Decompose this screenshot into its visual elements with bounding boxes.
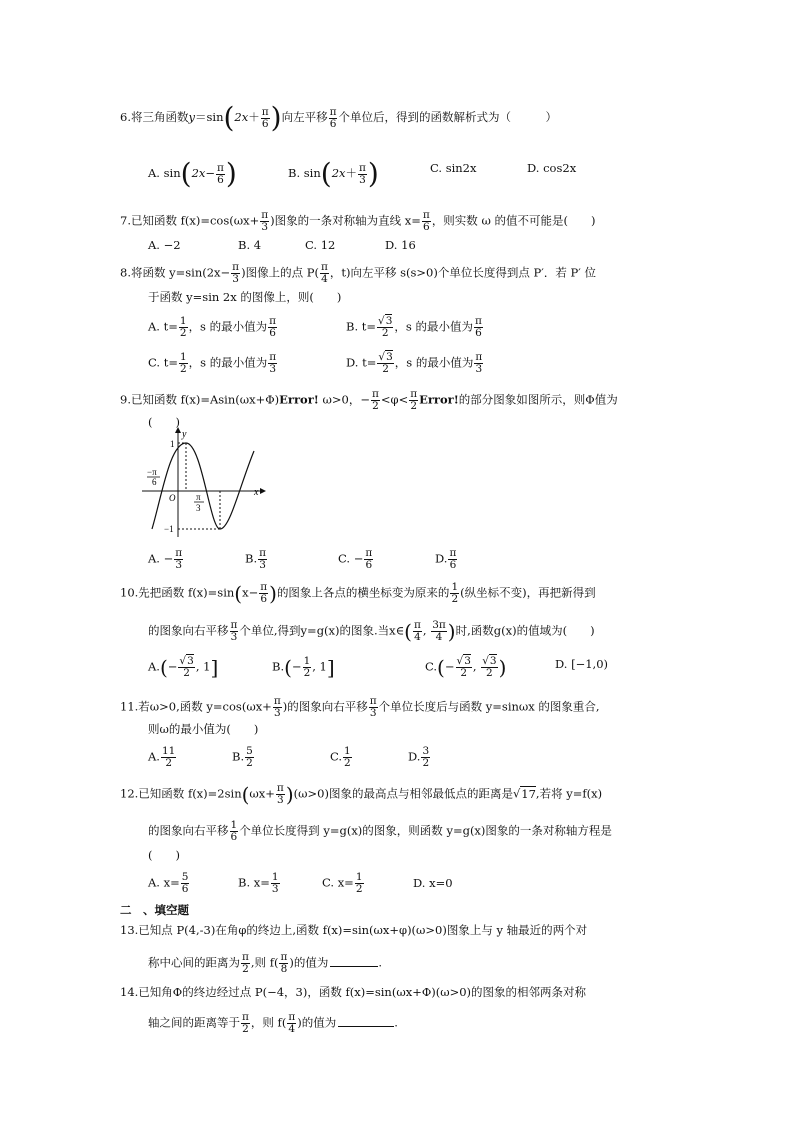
- q11-option-b: B. $\frac{5}{2}$: [232, 745, 253, 769]
- q12-option-d: D. x=0: [413, 876, 453, 890]
- q10-option-d: D. [−1,0): [555, 657, 609, 671]
- q7-stem: 7.已知函数 f(x)=cos(ωx+ $\frac{\pi}{3}$ )图象的一条对称轴为直线 x= $\frac{\pi}{6}$ ，则实数 ω 的值不可能是( ): [120, 209, 596, 233]
- q14-stem: 14.已知角Φ的终边经过点 P(−4，3)，函数 f(x)=sin(ωx+Φ)(ω>0)的图象的相邻两条对称: [120, 985, 587, 999]
- graph-one-label: 1: [170, 439, 175, 449]
- q6-option-a: A. sin(2x− $\frac{\pi}{6}$ ): [148, 157, 237, 190]
- graph-pi-den: 3: [196, 503, 201, 513]
- q12-option-b: B. x= $\frac{1}{3}$: [238, 871, 279, 895]
- q6-stem: 6.将三角函数y＝sin(2x＋ $\frac{\pi}{6}$ )向左平移 $\frac{\pi}{6}$ 个单位后，得到的函数解析式为（ ）: [120, 101, 557, 134]
- q8-option-a: A. t= $\frac{1}{2}$ ，s 的最小值为 $\frac{\pi}{6}$: [148, 315, 277, 339]
- q13-stem: 13.已知点 P(4,-3)在角φ的终边上,函数 f(x)=sin(ωx+φ)(ω>0)图象上与 y 轴最近的两个对: [120, 923, 588, 937]
- q12-stem: 12.已知函数 f(x)=2sin(ωx+ $\frac{\pi}{3}$ )(ω>0)图象的最高点与相邻最低点的距离是√17,若将 y=f(x): [120, 782, 603, 807]
- section-fill-in-heading: 二 、填空题: [120, 903, 189, 917]
- q12-option-a: A. x= $\frac{5}{6}$: [148, 871, 189, 895]
- q6-option-d: D. cos2x: [527, 161, 577, 175]
- q12-stem-line3: ( ): [148, 848, 180, 862]
- graph-pi-num: π: [196, 492, 201, 502]
- q11-stem-line2: 则ω的最小值为( ): [148, 722, 259, 736]
- q9-option-c: C. − $\frac{\pi}{6}$: [338, 547, 373, 571]
- q10-stem: 10.先把函数 f(x)=sin(x− $\frac{\pi}{6}$ )的图象上各点的横坐标变为原来的 $\frac{1}{2}$ (纵坐标不变)，再把新得到: [120, 581, 596, 606]
- q11-option-c: C. $\frac{1}{2}$: [330, 745, 351, 769]
- q10-option-c: C.(− $\frac{√3}{2}$ , $\frac{√3}{2}$ ): [425, 655, 507, 680]
- q7-option-a: A. −2: [148, 238, 181, 252]
- q10-stem-line2: 的图象向右平移 $\frac{\pi}{3}$ 个单位,得到y=g(x)的图象.当x∈( $\frac{\pi}{4}$ , $\frac{3\pi}{4}$ )时,函数g(x)的值域为( ): [148, 619, 595, 644]
- q9-sine-graph: [140, 425, 270, 540]
- q10-option-b: B.(− $\frac{1}{2}$ , 1]: [272, 655, 335, 680]
- q7-option-c: C. 12: [305, 238, 336, 252]
- graph-neg-one-label: −1: [164, 524, 174, 534]
- q6-option-c: C. sin2x: [430, 161, 477, 175]
- q10-option-a: A.(− $\frac{√3}{2}$ , 1]: [148, 655, 219, 680]
- q9-option-d: D. $\frac{\pi}{6}$: [435, 547, 457, 571]
- q8-option-b: B. t= $\frac{√3}{2}$ ，s 的最小值为 $\frac{\pi}{6}$: [346, 315, 482, 339]
- graph-neg-pi-num: −π: [147, 467, 157, 477]
- q9-stem: 9.已知函数 f(x)=Asin(ωx+Φ)Error! ω>0，− $\frac{\pi}{2}$ <φ< $\frac{\pi}{2}$ Error!的部分图象如图所示，则Φ值为: [120, 388, 618, 412]
- q8-stem: 8.将函数 y=sin(2x− $\frac{\pi}{3}$ )图像上的点 P( $\frac{\pi}{4}$ ，t)向左平移 s(s>0)个单位长度得到点 P′．若 P′ 位: [120, 261, 597, 285]
- graph-neg-pi-den: 6: [152, 477, 157, 487]
- q8-option-c: C. t= $\frac{1}{2}$ ，s 的最小值为 $\frac{\pi}{3}$: [148, 351, 277, 375]
- q8-stem-line2: 于函数 y=sin 2x 的图像上，则( ): [148, 290, 342, 304]
- q12-stem-line2: 的图象向右平移 $\frac{1}{6}$ 个单位长度得到 y=g(x)的图象，则函数 y=g(x)图象的一条对称轴方程是: [148, 819, 612, 843]
- q8-option-d: D. t= $\frac{√3}{2}$ ，s 的最小值为 $\frac{\pi}{3}$: [346, 351, 483, 375]
- q6-option-b: B. sin(2x＋ $\frac{\pi}{3}$ ): [288, 157, 379, 190]
- q14-stem-line2: 轴之间的距离等于 $\frac{\pi}{2}$ ，则 f( $\frac{\pi}{4}$ )的值为 .: [148, 1011, 398, 1035]
- q12-option-c: C. x= $\frac{1}{2}$: [322, 871, 363, 895]
- q9-stem-line2: ( ): [148, 415, 180, 429]
- q11-stem: 11.若ω>0,函数 y=cos(ωx+ $\frac{\pi}{3}$ )的图象向右平移 $\frac{\pi}{3}$ 个单位长度后与函数 y=sinωx 的图象重合,: [120, 695, 600, 719]
- q11-option-a: A. $\frac{11}{2}$: [148, 745, 176, 769]
- q7-option-b: B. 4: [238, 238, 262, 252]
- graph-x-label: x: [254, 487, 259, 498]
- q14-answer-blank[interactable]: [338, 1026, 394, 1027]
- q7-option-d: D. 16: [385, 238, 416, 252]
- q11-option-d: D. $\frac{3}{2}$: [408, 745, 430, 769]
- graph-y-label: y: [182, 429, 187, 440]
- graph-origin-label: O: [169, 493, 176, 503]
- q13-stem-line2: 称中心间的距离为 $\frac{\pi}{2}$ ,则 f( $\frac{\pi}{8}$ )的值为 .: [148, 951, 383, 975]
- q9-option-b: B. $\frac{\pi}{3}$: [245, 547, 267, 571]
- q9-option-a: A. − $\frac{\pi}{3}$: [148, 547, 183, 571]
- q13-answer-blank[interactable]: [330, 966, 378, 967]
